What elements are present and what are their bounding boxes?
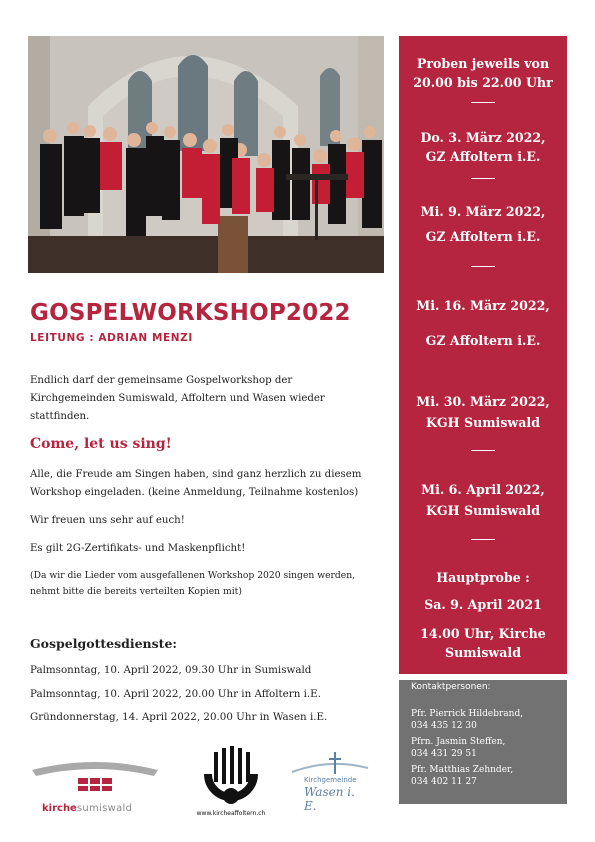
divider [471, 266, 495, 267]
kirche-sumiswald-logo [30, 760, 160, 820]
logo-sumiswald-text: sumiswald [76, 803, 133, 814]
venue-line: GZ Affoltern i.E. [425, 333, 541, 348]
main-rehearsal-venue: Sumiswald [444, 645, 522, 660]
rehearsal-date [399, 392, 567, 432]
rehearsal-date [399, 480, 567, 520]
contact-phone: 034 431 29 51 [411, 749, 477, 759]
tagline: Come, let us sing! [30, 436, 172, 452]
rehearsal-hours [399, 54, 567, 92]
main-rehearsal [399, 568, 567, 662]
intro-line: stattfinden. [30, 411, 90, 422]
service-item: Palmsonntag, 10. April 2022, 20.00 Uhr in Affoltern i.E. [30, 688, 321, 700]
kirche-affoltern-logo [196, 744, 266, 824]
divider [471, 178, 495, 179]
intro-line: Kirchgemeinden Sumiswald, Affoltern und Wasen wieder [30, 393, 325, 404]
wasen-logo-line1: Kirchgemeinde [304, 776, 357, 784]
divider [471, 450, 495, 451]
wasen-logo-line2: Wasen i. E. [304, 785, 355, 813]
contact-title: Kontaktpersonen: [411, 682, 491, 692]
rehearsal-hours-line: 20.00 bis 22.00 Uhr [413, 75, 553, 90]
choir-photo [28, 36, 384, 273]
intro-line: Endlich darf der gemeinsame Gospelworkshop der [30, 375, 293, 386]
contact-name: Pfr. Matthias Zehnder, [411, 765, 514, 775]
contact-name: Pfr. Pierrick Hildebrand, [411, 709, 524, 719]
contact-phone: 034 402 11 27 [411, 777, 477, 787]
page-title: GOSPELWORKSHOP2022 [30, 300, 351, 326]
date-line: Mi. 30. März 2022, [416, 394, 550, 409]
affoltern-url: www.kircheaffoltern.ch [196, 810, 266, 817]
intro-paragraph [30, 372, 380, 426]
main-rehearsal-date: Sa. 9. April 2021 [424, 597, 542, 612]
venue-line: KGH Sumiswald [425, 503, 541, 518]
covid-rule-text: Es gilt 2G-Zertifikats- und Maskenpflicht! [30, 543, 246, 554]
venue-line: GZ Affoltern i.E. [425, 149, 541, 164]
venue-line: KGH Sumiswald [425, 415, 541, 430]
services-title: Gospelgottesdienste: [30, 636, 178, 651]
contact-name: Pfrn. Jasmin Steffen, [411, 737, 506, 747]
rehearsal-date [399, 296, 567, 350]
note-line: (Da wir die Lieder vom ausgefallenen Workshop 2020 singen werden, [30, 570, 356, 581]
service-item: Gründonnerstag, 14. April 2022, 20.00 Uhr in Wasen i.E. [30, 711, 328, 723]
logo-kirche-text: kirche [42, 803, 77, 814]
divider [471, 539, 495, 540]
page-subtitle: LEITUNG : ADRIAN MENZI [30, 332, 193, 344]
date-line: Mi. 6. April 2022, [421, 482, 545, 497]
rehearsal-hours-line: Proben jeweils von [416, 56, 550, 71]
note-line: nehmt bitte die bereits verteilten Kopien mit) [30, 586, 242, 597]
note-paragraph [30, 568, 380, 600]
invite-line: Workshop eingeladen. (keine Anmeldung, Teilnahme kostenlos) [30, 487, 359, 498]
rehearsal-date [399, 128, 567, 166]
schedule-sidebar [399, 36, 567, 674]
venue-line: GZ Affoltern i.E. [425, 229, 541, 244]
rehearsal-date [399, 202, 567, 246]
contact-box [399, 680, 567, 804]
main-rehearsal-label: Hauptprobe : [436, 570, 530, 585]
invite-paragraph [30, 466, 380, 502]
kirchgemeinde-wasen-logo [290, 752, 370, 812]
looking-forward-text: Wir freuen uns sehr auf euch! [30, 515, 185, 526]
date-line: Do. 3. März 2022, [420, 130, 546, 145]
invite-line: Alle, die Freude am Singen haben, sind ganz herzlich zu diesem [30, 469, 362, 480]
service-item: Palmsonntag, 10. April 2022, 09.30 Uhr in Sumiswald [30, 664, 312, 676]
main-rehearsal-time: 14.00 Uhr, Kirche [420, 626, 546, 641]
contact-phone: 034 435 12 30 [411, 721, 477, 731]
date-line: Mi. 16. März 2022, [416, 298, 550, 313]
divider [471, 102, 495, 103]
date-line: Mi. 9. März 2022, [420, 204, 546, 219]
